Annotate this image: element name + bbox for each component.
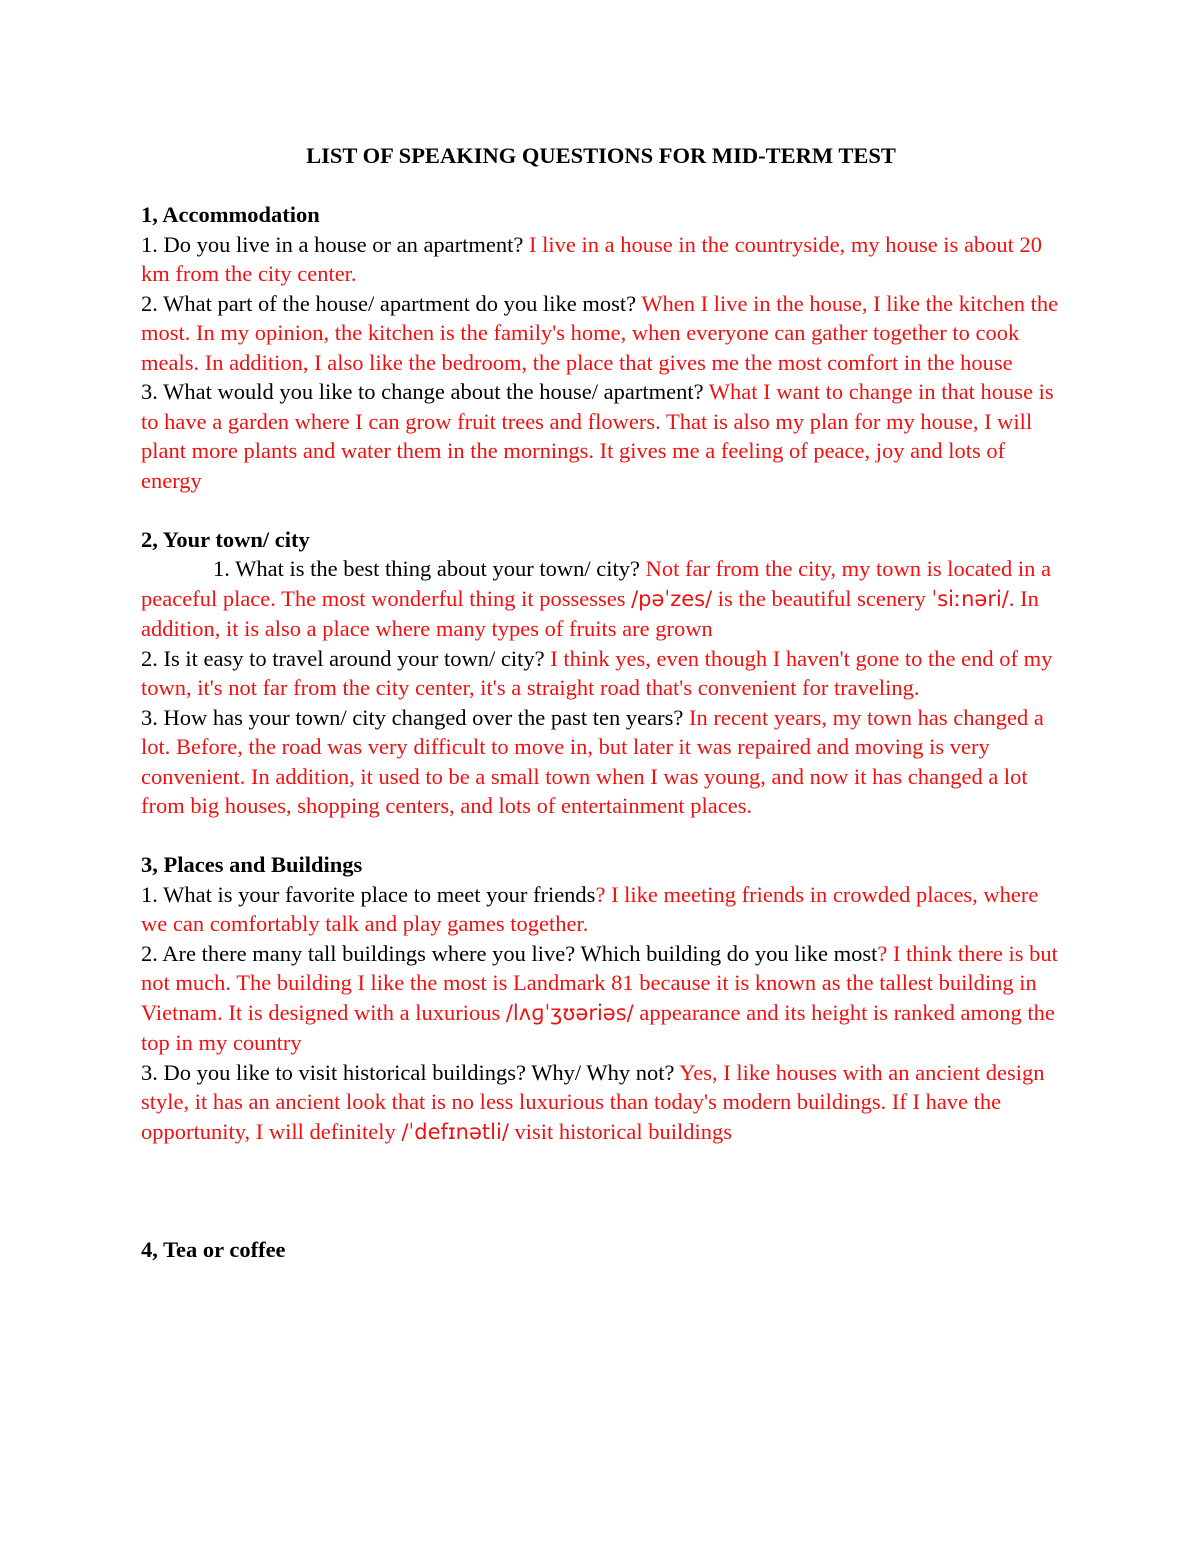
answer-text: I think yes, even though I haven't gone to the end of my town, it's not far from the city center, it's a straight road that's convenient for traveling. — [141, 645, 1053, 700]
question-text: 1. What is your favorite place to meet your friends — [141, 881, 596, 907]
document-page — [141, 141, 1061, 1265]
section-heading-tea-coffee: 4, Tea or coffee — [141, 1237, 286, 1262]
section-spacer — [141, 495, 1061, 525]
qa-item — [141, 289, 1061, 378]
qa-item — [141, 880, 1061, 939]
qa-item — [141, 939, 1061, 1058]
section-spacer — [141, 821, 1061, 851]
answer-text: ? I like meeting friends in crowded places, where we can comfortably talk and play games together. — [141, 881, 1039, 936]
question-text: 2. Are there many tall buildings where you live? Which building do you like most — [141, 940, 878, 966]
qa-item — [141, 644, 1061, 703]
answer-text: is the beautiful scenery — [712, 585, 932, 611]
question-text: 3. Do you like to visit historical buildings? Why/ Why not? — [141, 1059, 680, 1085]
qa-item — [141, 703, 1061, 821]
section-heading-accommodation: 1, Accommodation — [141, 202, 320, 227]
question-text: 3. What would you like to change about the house/ apartment? — [141, 379, 709, 404]
answer-text: Not far from the city, my town is located in a peaceful place. The most wonderful thing it possesses — [141, 556, 1051, 611]
answer-text: visit historical buildings — [508, 1118, 733, 1144]
question-text: 3. How has your town/ city changed over the past ten years? — [141, 704, 689, 730]
answer-text: appearance and its height is ranked among the top in my country — [141, 999, 1055, 1055]
answer-text: . In addition, it is also a place where many types of fruits are grown — [141, 585, 1039, 641]
question-text: 2. What part of the house/ apartment do you like most? — [141, 290, 642, 316]
section-heading-places-buildings: 3, Places and Buildings — [141, 852, 363, 877]
qa-item — [141, 230, 1061, 289]
question-text: 1. What is the best thing about your town/ city? — [213, 556, 646, 581]
answer-text: Yes, I like houses with an ancient design style, it has an ancient look that is no less luxurious than today's modern buildings. If I have the opportunity, I will definitely — [141, 1059, 1045, 1144]
question-text: 1. Do you live in a house or an apartment? — [141, 231, 530, 257]
qa-item — [141, 1058, 1061, 1148]
ipa-transcription: /lʌɡˈʒʊəriəs/ — [505, 1000, 634, 1025]
question-text: 2. Is it easy to travel around your town/ city? — [141, 645, 551, 671]
document-title: LIST OF SPEAKING QUESTIONS FOR MID-TERM TEST — [306, 143, 896, 168]
answer-text: In recent years, my town has changed a lot. Before, the road was very difficult to move in, but later it was repaired and moving is very convenient. In addition, it used to be a small town when I was young, and now it has changed a lot from big houses, shopping centers, and lots of entertainment places. — [141, 704, 1044, 818]
section-heading-town-city: 2, Your town/ city — [141, 526, 310, 552]
qa-item — [141, 554, 1061, 644]
answer-text: I live in a house in the countryside, my house is about 20 km from the city center. — [141, 231, 1043, 286]
ipa-transcription: /ˈdefɪnətli/ — [401, 1119, 509, 1144]
ipa-transcription: ˈsiːnəri/ — [931, 586, 1009, 611]
qa-item — [141, 377, 1061, 495]
answer-text: ? I think there is but not much. The building I like the most is Landmark 81 because it is known as the tallest building in Vietnam. It is designed with a luxurious — [141, 940, 1058, 1025]
answer-text: What I want to change in that house is to have a garden where I can grow fruit trees and flowers. That is also my plan for my house, I will plant more plants and water them in the mornings. It gives me a feeling of peace, joy and lots of energy — [141, 379, 1054, 493]
answer-text: When I live in the house, I like the kitchen the most. In my opinion, the kitchen is the family's home, when everyone can gather together to cook meals. In addition, I also like the bedroom, the place that gives me the most comfort in the house — [141, 290, 1059, 375]
ipa-transcription: /pəˈzes/ — [631, 586, 713, 611]
section-spacer — [141, 1147, 1061, 1235]
